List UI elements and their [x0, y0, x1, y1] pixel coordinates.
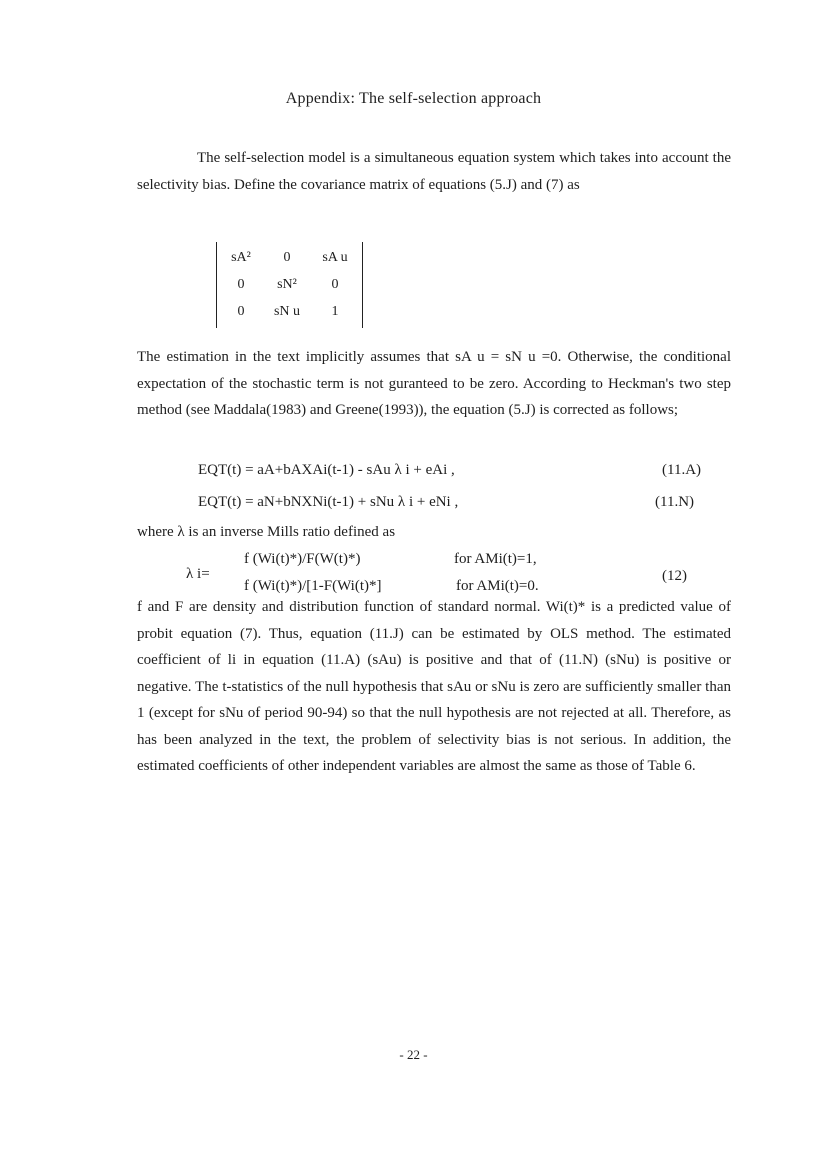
appendix-title: Appendix: The self-selection approach [285, 90, 542, 107]
results-paragraph: f and F are density and distribution function of standard normal. Wi(t)* is a predicted value of probit equation (7). Thus, equation (11.J) can be estimated by OLS method. The estimated coefficient of li in equation (11.A) (sAu) is positive and that of (11.N) (sNu) is positive or negative. The t-statistics of the null hypothesis that sAu or sNu is zero are sufficiently smaller than 1 (except for sNu of period 90-94) so that the null hypothesis are not rejected at all. Therefore, as has been analyzed in the text, the problem of selectivity bias is not serious. In addition, the estimated coefficients of other independent variables are almost the same as those of Table 6. [137, 599, 731, 774]
intro-paragraph: The self-selection model is a simultaneous equation system which takes into account the selectivity bias. Define the covariance matrix of equations (5.J) and (7) as [137, 150, 731, 193]
matrix-cell-3-2: sN u [273, 304, 301, 319]
matrix-cell-3-3: 1 [331, 304, 339, 319]
matrix-cell-2-2: sN² [277, 277, 297, 292]
matrix-cell-2-1: 0 [237, 277, 245, 292]
equation-11n: EQT(t) = aN+bNXNi(t-1) + sNu λ i + eNi , [198, 494, 459, 510]
estimation-paragraph: The estimation in the text implicitly assumes that sA u = sN u =0. Otherwise, the conditional expectation of the stochastic term is not guranteed to be zero. According to Heckman's two step method (see Maddala(1983) and Greene(1993)), the equation (5.J) is corrected as follows; [137, 349, 731, 418]
page-number: - 22 - [399, 1047, 428, 1062]
equation-11n-label: (11.N) [655, 494, 695, 510]
mills-case1: f (Wi(t)*)/F(W(t)*) [244, 551, 361, 567]
equation-11a-label: (11.A) [662, 462, 702, 478]
mills-case2: f (Wi(t)*)/[1-F(Wi(t)*] [244, 578, 382, 594]
matrix-cell-2-3: 0 [331, 277, 339, 292]
matrix-cell-1-2: 0 [283, 250, 291, 265]
mills-cond2: for AMi(t)=0. [456, 578, 539, 594]
matrix-cell-1-3: sA u [322, 250, 348, 265]
where-line: where λ is an inverse Mills ratio defined as [137, 524, 396, 540]
equation-11a: EQT(t) = aA+bAXAi(t-1) - sAu λ i + eAi , [198, 462, 455, 478]
matrix-cell-3-1: 0 [237, 304, 245, 319]
equation-12-label: (12) [662, 568, 687, 584]
covariance-matrix [216, 242, 363, 328]
matrix-cell-1-1: sA² [231, 250, 251, 265]
mills-cond1: for AMi(t)=1, [454, 551, 537, 567]
mills-lhs: λ i= [186, 566, 210, 582]
